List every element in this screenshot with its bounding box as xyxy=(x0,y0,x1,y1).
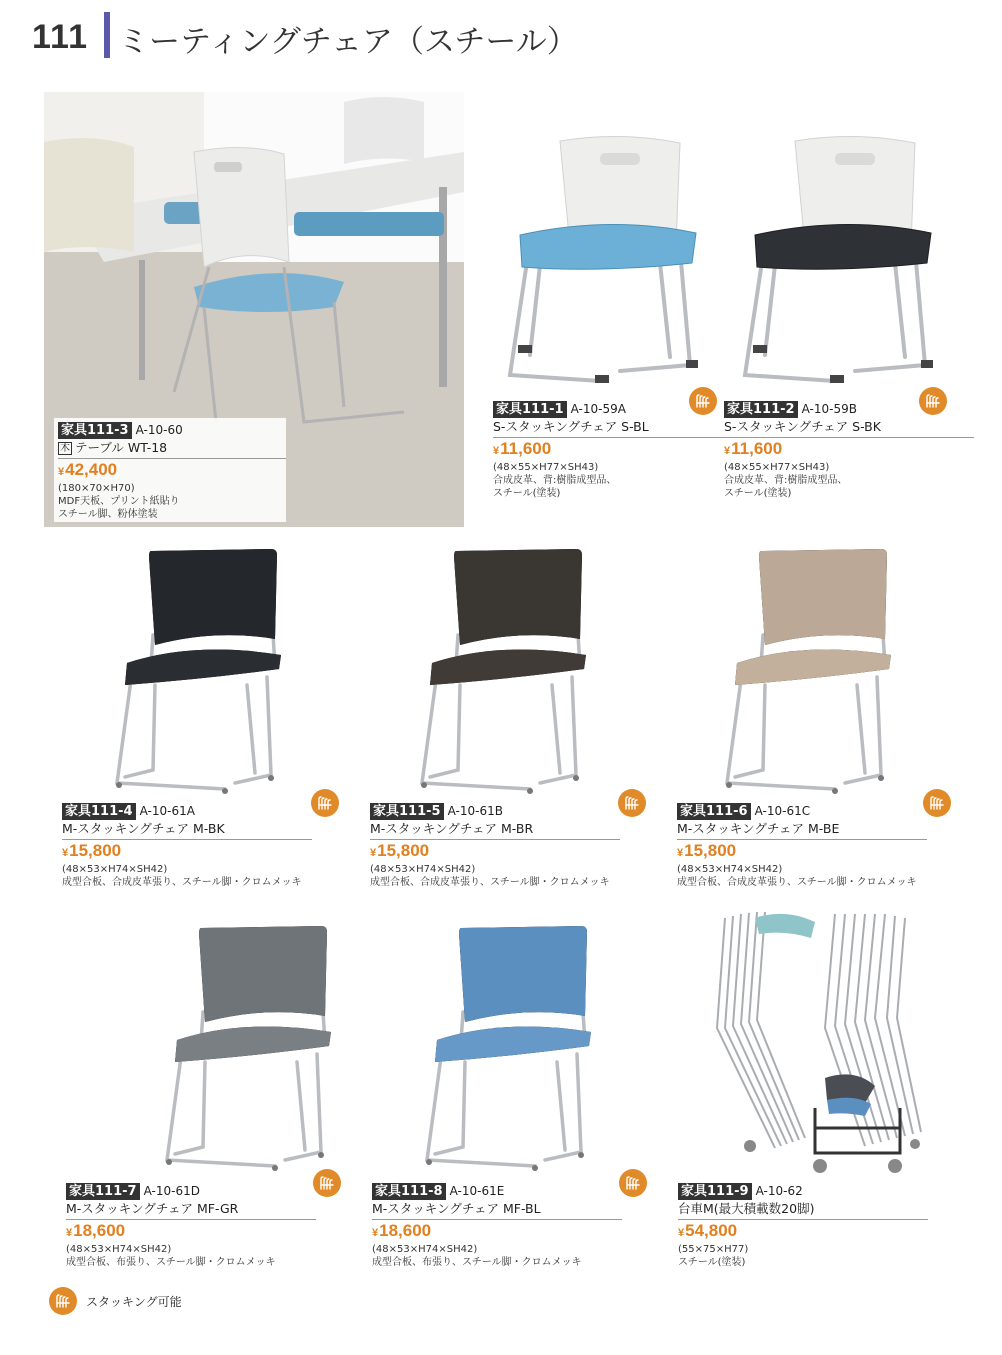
product-name: S-スタッキングチェア S-BK xyxy=(724,418,974,438)
price-value: 11,600 xyxy=(731,439,783,458)
product-name: M-スタッキングチェア MF-GR xyxy=(66,1200,316,1220)
stacking-icon xyxy=(310,788,340,818)
material-line: MDF天板、プリント紙貼り xyxy=(58,496,180,507)
product-name: 台車M(最大積載数20脚) xyxy=(678,1200,928,1220)
price xyxy=(677,841,927,863)
stacking-icon xyxy=(922,788,952,818)
product-info xyxy=(678,1182,928,1269)
material-line: 成型合板、合成皮革張り、スチール脚・クロムメッキ xyxy=(62,877,302,888)
product-code: 家具111-5 xyxy=(370,803,444,820)
model-code: A-10-61E xyxy=(449,1184,505,1198)
product-name-text: テーブル WT-18 xyxy=(75,440,168,455)
model-code: A-10-59A xyxy=(570,402,626,416)
product-name: M-スタッキングチェア MF-BL xyxy=(372,1200,622,1220)
product-code: 家具111-3 xyxy=(58,422,132,439)
chair-image-mf-gr xyxy=(145,922,345,1172)
product-code: 家具111-8 xyxy=(372,1183,446,1200)
yen-sign: ¥ xyxy=(62,847,69,859)
material-line: スチール(塗装) xyxy=(493,488,561,499)
price-value: 18,600 xyxy=(73,1221,126,1240)
price xyxy=(66,1221,316,1243)
product-info xyxy=(62,802,312,889)
price-value: 15,800 xyxy=(377,841,430,860)
price xyxy=(370,841,620,863)
product-info xyxy=(677,802,927,889)
legend xyxy=(48,1286,182,1316)
price-value: 54,800 xyxy=(685,1221,738,1240)
material-line: スチール(塗装) xyxy=(724,488,792,499)
page-title: ミーティングチェア（スチール） xyxy=(118,24,578,60)
material-line: スチール(塗装) xyxy=(678,1257,746,1268)
price-value: 18,600 xyxy=(379,1221,432,1240)
product-name: M-スタッキングチェア M-BE xyxy=(677,820,927,840)
dimensions: (48×55×H77×SH43) xyxy=(493,462,599,473)
material-line: スチール脚、粉体塗装 xyxy=(58,509,158,520)
dimensions: (48×55×H77×SH43) xyxy=(724,462,830,473)
price xyxy=(372,1221,622,1243)
material-line: 成型合板、合成皮革張り、スチール脚・クロムメッキ xyxy=(677,877,917,888)
model-code: A-10-61B xyxy=(447,804,503,818)
product-info xyxy=(372,1182,622,1269)
stacking-icon xyxy=(617,788,647,818)
product-info xyxy=(370,802,620,889)
price xyxy=(58,460,286,482)
chair-image-mf-bl xyxy=(405,922,605,1172)
chair-image-m-be xyxy=(705,545,905,795)
dimensions: (48×53×H74×SH42) xyxy=(372,1244,478,1255)
product-code: 家具111-6 xyxy=(677,803,751,820)
yen-sign: ¥ xyxy=(372,1227,379,1239)
stacking-icon xyxy=(312,1168,342,1198)
price xyxy=(62,841,312,863)
stacking-icon xyxy=(918,386,948,416)
yen-sign: ¥ xyxy=(370,847,377,859)
price-value: 42,400 xyxy=(65,460,118,479)
material-line: 成型合板、布張り、スチール脚・クロムメッキ xyxy=(372,1257,582,1268)
stacking-icon xyxy=(618,1168,648,1198)
chair-image-s-bl xyxy=(500,135,710,390)
yen-sign: ¥ xyxy=(66,1227,73,1239)
product-code: 家具111-2 xyxy=(724,401,798,418)
stacking-icon xyxy=(48,1286,78,1316)
price xyxy=(493,439,743,461)
title-accent-bar xyxy=(104,12,110,58)
yen-sign: ¥ xyxy=(678,1227,685,1239)
stacked-cart-image xyxy=(715,908,935,1180)
chair-image-m-br xyxy=(400,545,600,795)
yen-sign: ¥ xyxy=(58,466,65,478)
dimensions: (48×53×H74×SH42) xyxy=(370,864,476,875)
product-name: M-スタッキングチェア M-BR xyxy=(370,820,620,840)
dimensions: (48×53×H74×SH42) xyxy=(62,864,168,875)
product-info xyxy=(66,1182,316,1269)
material-line: 成型合板、布張り、スチール脚・クロムメッキ xyxy=(66,1257,276,1268)
dimensions: (48×53×H74×SH42) xyxy=(677,864,783,875)
legend-label: スタッキング可能 xyxy=(86,1294,182,1309)
model-code: A-10-60 xyxy=(135,423,183,437)
dimensions: (48×53×H74×SH42) xyxy=(66,1244,172,1255)
model-code: A-10-61A xyxy=(139,804,195,818)
material-line: 合成皮革、背:樹脂成型品、 xyxy=(724,475,848,486)
model-code: A-10-62 xyxy=(755,1184,803,1198)
yen-sign: ¥ xyxy=(493,445,500,457)
yen-sign: ¥ xyxy=(677,847,684,859)
chair-image-m-bk xyxy=(95,545,295,795)
stacking-icon xyxy=(688,386,718,416)
model-code: A-10-59B xyxy=(801,402,857,416)
product-code: 家具111-9 xyxy=(678,1183,752,1200)
wood-mark: 木 xyxy=(60,443,70,454)
price xyxy=(678,1221,928,1243)
product-code: 家具111-4 xyxy=(62,803,136,820)
material-line: 成型合板、合成皮革張り、スチール脚・クロムメッキ xyxy=(370,877,610,888)
product-code: 家具111-1 xyxy=(493,401,567,418)
price-value: 15,800 xyxy=(69,841,122,860)
model-code: A-10-61D xyxy=(143,1184,200,1198)
price xyxy=(724,439,974,461)
price-value: 15,800 xyxy=(684,841,737,860)
page-number: 111 xyxy=(32,18,88,56)
dimensions: (180×70×H70) xyxy=(58,483,135,494)
price-value: 11,600 xyxy=(500,439,552,458)
product-code: 家具111-7 xyxy=(66,1183,140,1200)
chair-image-s-bk xyxy=(735,135,945,390)
table-info-panel xyxy=(54,418,286,522)
product-name: S-スタッキングチェア S-BL xyxy=(493,418,743,438)
model-code: A-10-61C xyxy=(754,804,811,818)
material-line: 合成皮革、背:樹脂成型品、 xyxy=(493,475,617,486)
product-name: M-スタッキングチェア M-BK xyxy=(62,820,312,840)
yen-sign: ¥ xyxy=(724,445,731,457)
product-name xyxy=(58,439,286,459)
dimensions: (55×75×H77) xyxy=(678,1244,749,1255)
